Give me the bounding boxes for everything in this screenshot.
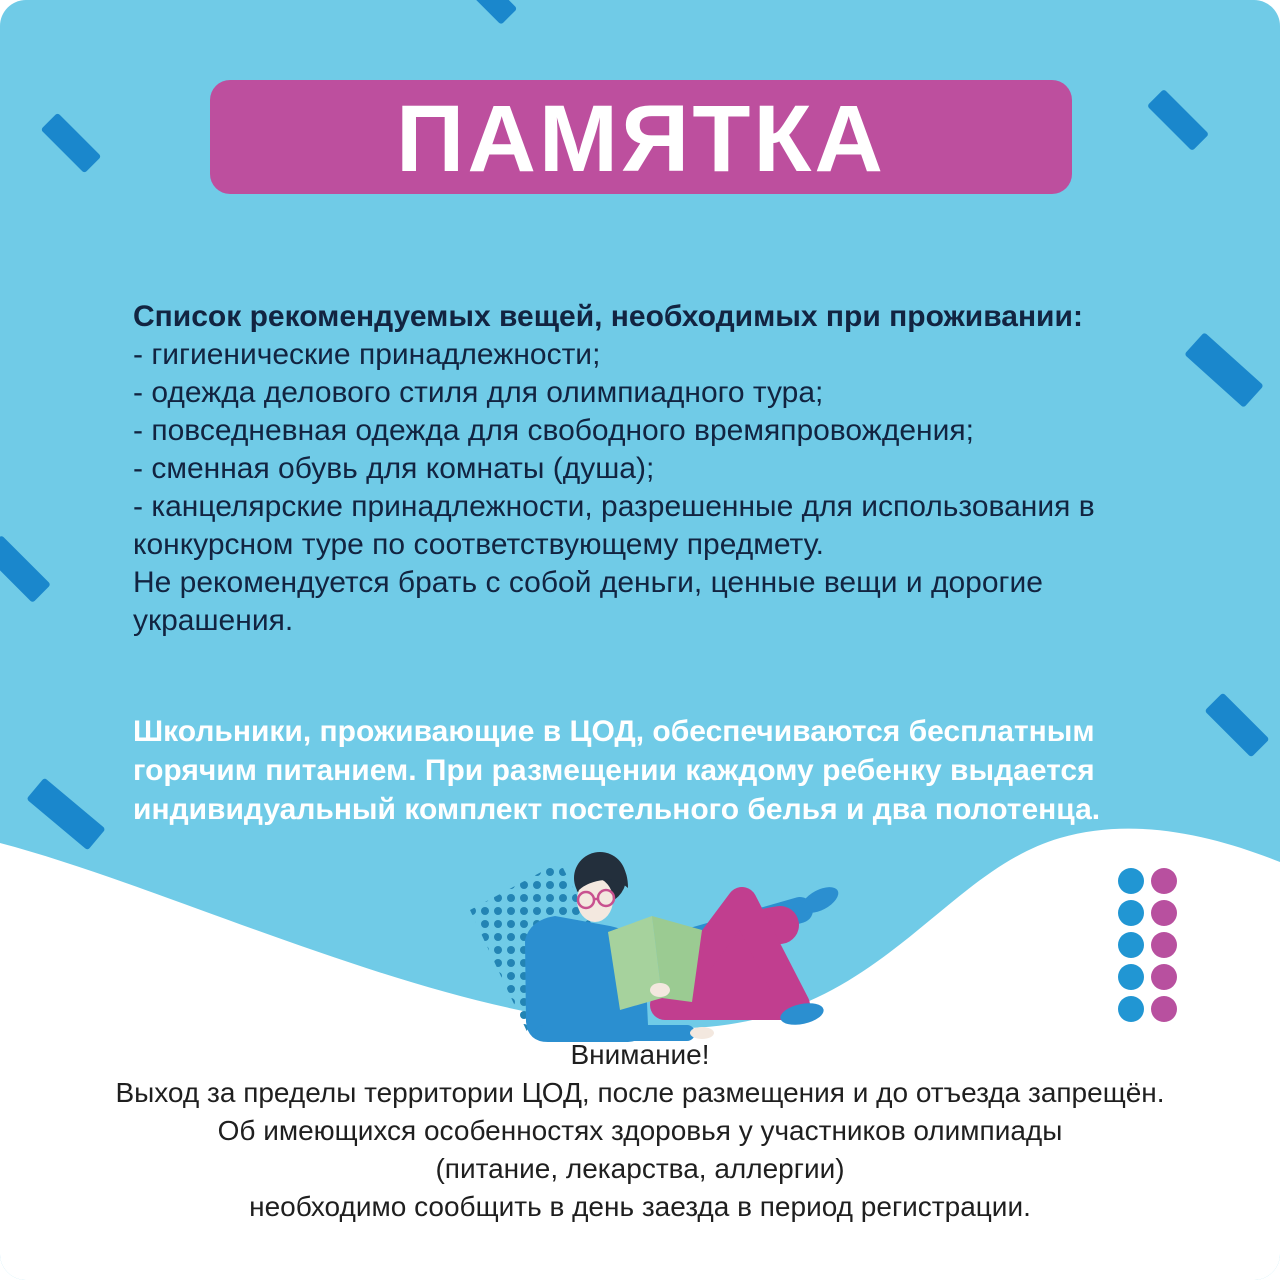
pink-dot: [1151, 932, 1177, 958]
list-item: - гигиенические принадлежности;: [133, 338, 601, 371]
attention-heading: Внимание!: [570, 1039, 710, 1070]
title-banner: [210, 80, 1072, 194]
list-item: - повседневная одежда для свободного времяпровождения;: [133, 414, 974, 447]
attention-section: [0, 1036, 1280, 1226]
dash-decoration-icon: [1147, 89, 1209, 151]
list-item: - одежда делового стиля для олимпиадного тура;: [133, 376, 824, 409]
dash-decoration-icon: [1184, 332, 1264, 408]
blue-dot: [1118, 900, 1144, 926]
list-item: - канцелярские принадлежности, разрешенные для использования в конкурсном туре по соответствующему предмету.: [133, 490, 1095, 561]
attention-line: Выход за пределы территории ЦОД, после размещения и до отъезда запрещён.: [115, 1077, 1165, 1108]
list-item: - сменная обувь для комнаты (душа);: [133, 452, 655, 485]
recommended-items-section: [133, 298, 1193, 640]
attention-line: (питание, лекарства, аллергии): [435, 1153, 845, 1184]
pink-dot: [1151, 996, 1177, 1022]
reading-person-illustration: [440, 840, 900, 1050]
highlight-paragraph: Школьники, проживающие в ЦОД, обеспечиваются бесплатным горячим питанием. При размещении каждому ребенку выдается индивидуальный комплект постельного белья и два полотенца.: [133, 715, 1101, 826]
list-heading: Список рекомендуемых вещей, необходимых при проживании:: [133, 300, 1083, 333]
blue-dot: [1118, 996, 1144, 1022]
blue-dot: [1118, 964, 1144, 990]
dot-grid: [1118, 868, 1177, 1022]
list-note: Не рекомендуется брать с собой деньги, ценные вещи и дорогие украшения.: [133, 566, 1043, 637]
blue-dot: [1118, 932, 1144, 958]
blue-dot: [1118, 868, 1144, 894]
pink-dot: [1151, 900, 1177, 926]
pink-dot: [1151, 868, 1177, 894]
attention-line: Об имеющихся особенностях здоровья у участников олимпиады: [217, 1115, 1063, 1146]
attention-line: необходимо сообщить в день заезда в период регистрации.: [249, 1191, 1031, 1222]
dash-decoration-icon: [459, 0, 518, 25]
poster-title: ПАМЯТКА: [396, 85, 886, 192]
dash-decoration-icon: [1204, 692, 1269, 757]
pink-dot: [1151, 964, 1177, 990]
dash-decoration-icon: [0, 535, 51, 603]
dash-decoration-icon: [41, 113, 102, 174]
